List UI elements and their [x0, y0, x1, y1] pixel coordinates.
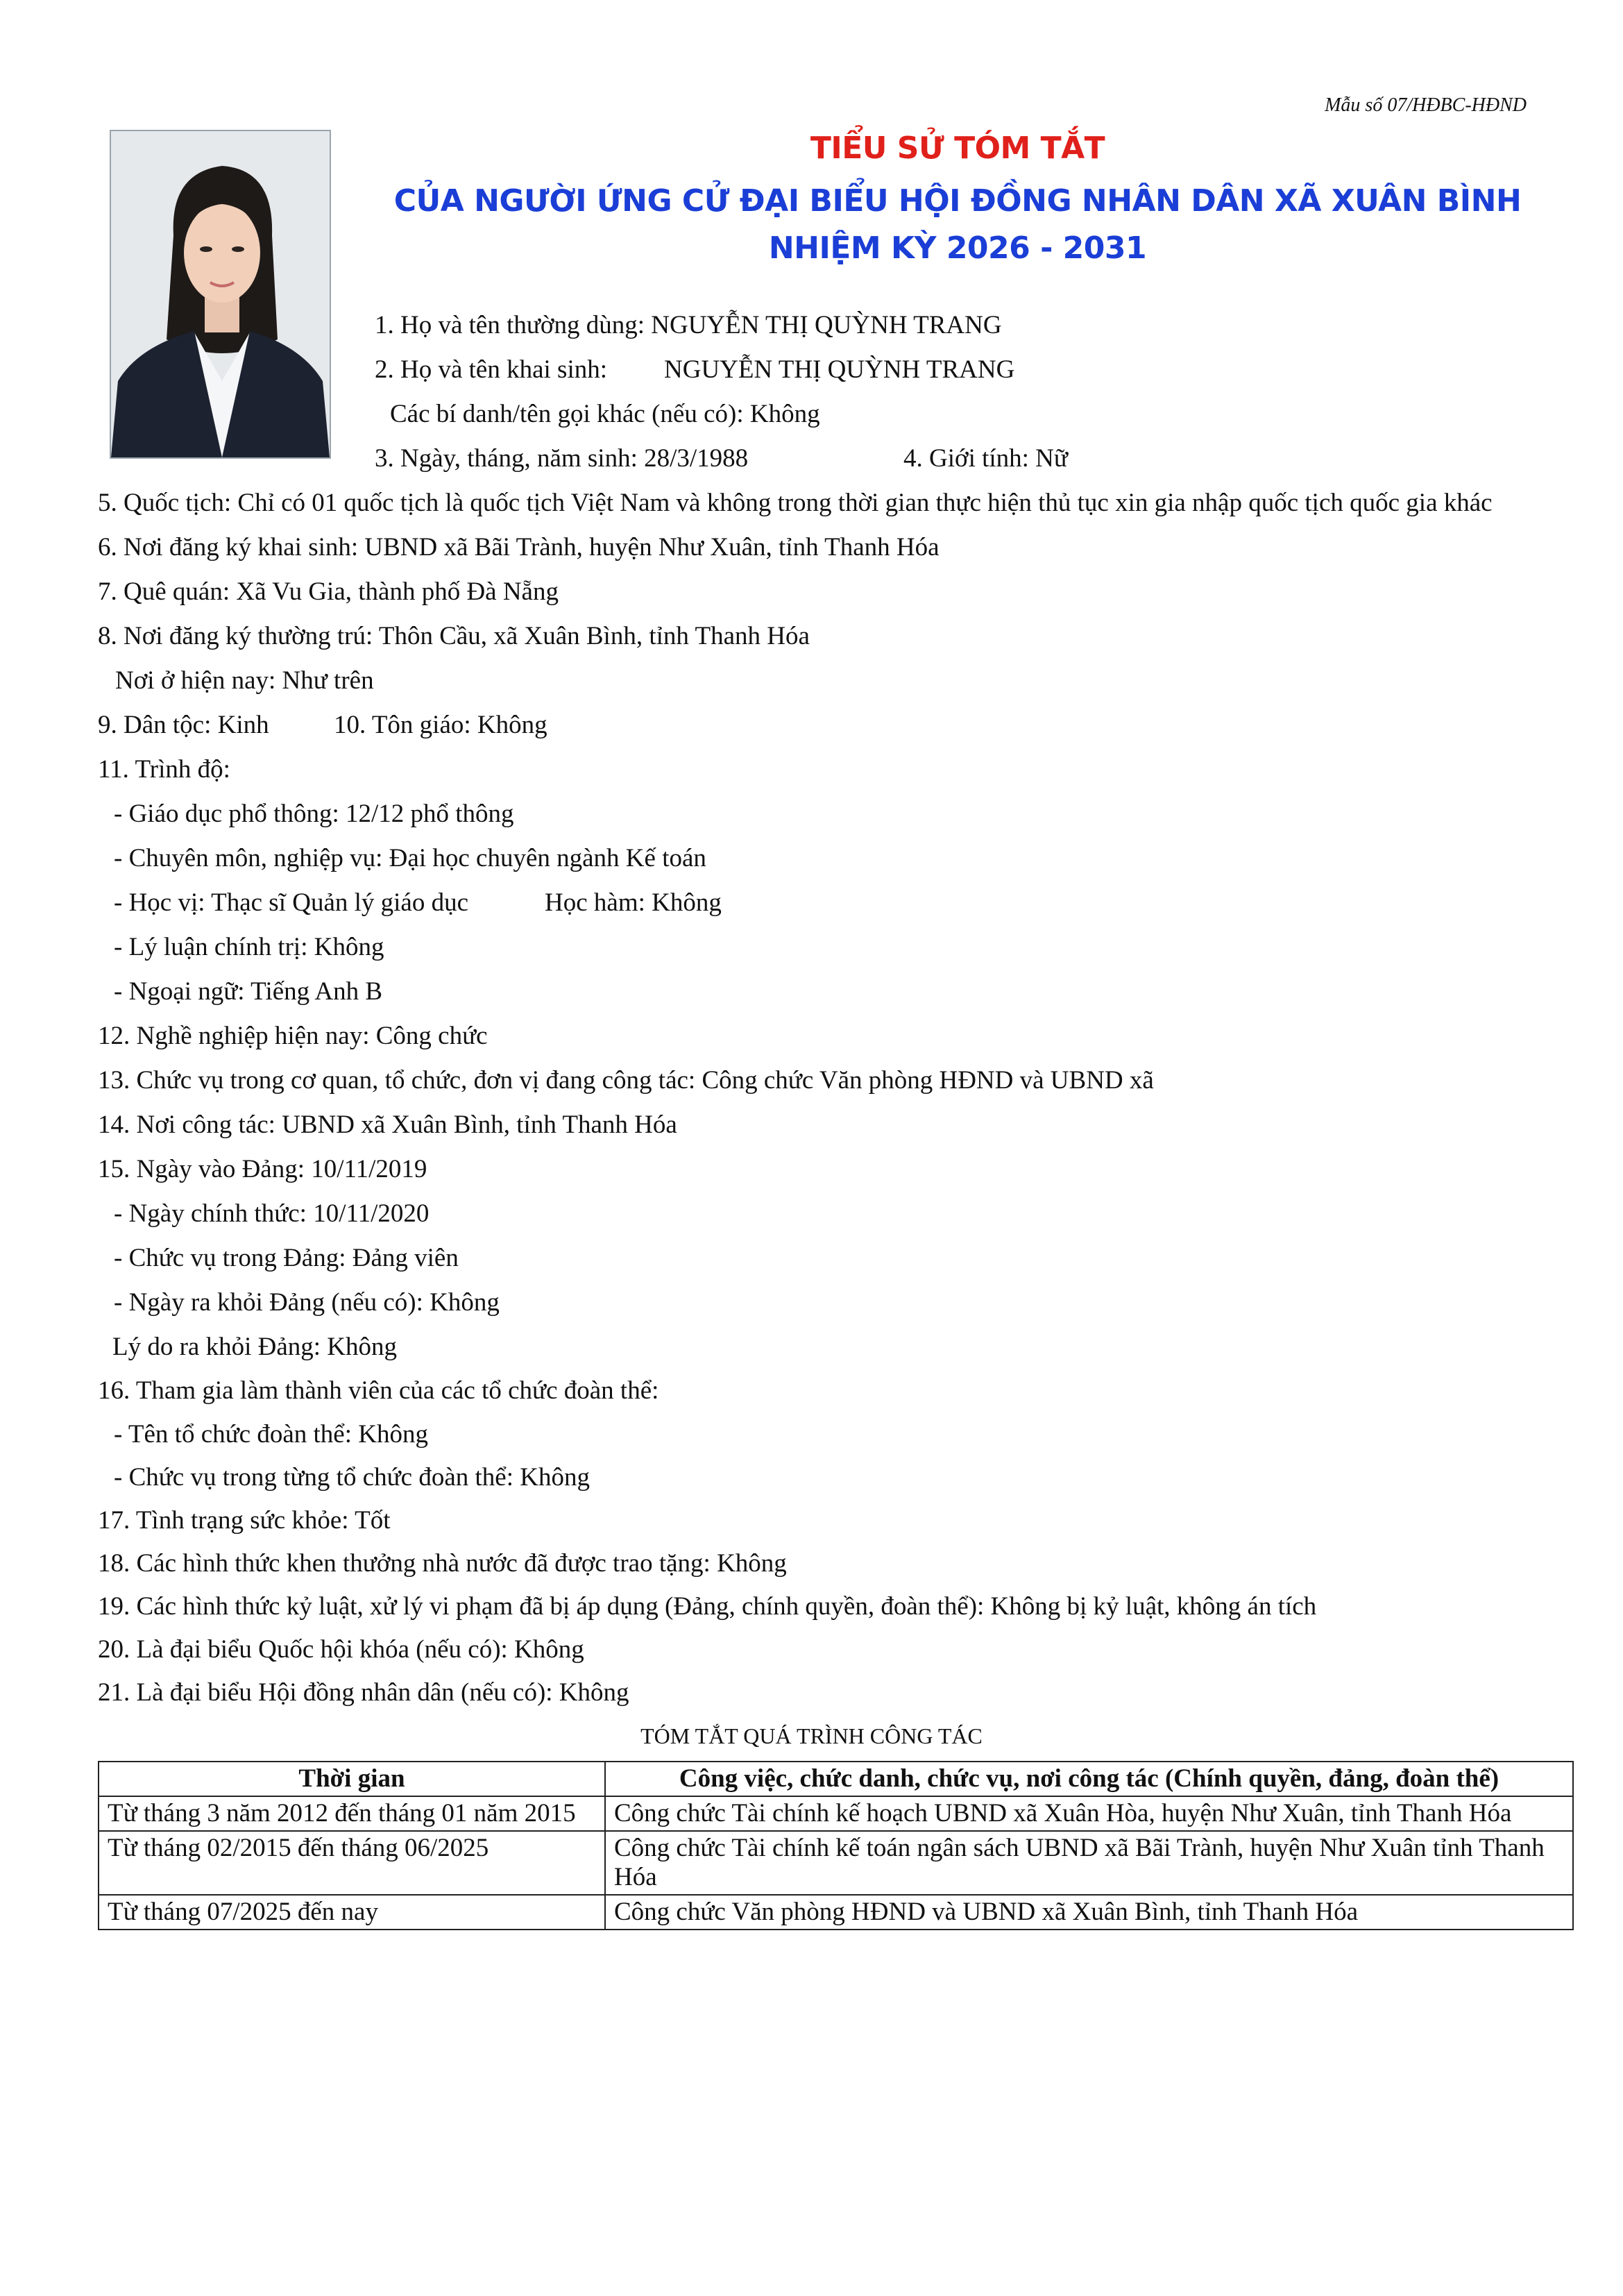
field-organizations: 16. Tham gia làm thành viên của các tổ chức đoàn thể:	[98, 1376, 659, 1405]
field-religion: 10. Tôn giáo: Không	[334, 711, 547, 739]
table-header-row	[99, 1762, 1573, 1796]
table-cell-job: Công chức Tài chính kế hoạch UBND xã Xuân Hòa, huyện Như Xuân, tỉnh Thanh Hóa	[605, 1796, 1573, 1831]
field-discipline: 19. Các hình thức kỷ luật, xử lý vi phạm đã bị áp dụng (Đảng, chính quyền, đoàn thể): Không bị kỷ luật, không án tích	[98, 1592, 1317, 1621]
field-occupation: 12. Nghề nghiệp hiện nay: Công chức	[98, 1022, 488, 1050]
column-header-time: Thời gian	[99, 1762, 605, 1796]
field-hometown: 7. Quê quán: Xã Vu Gia, thành phố Đà Nẵng	[98, 577, 559, 606]
title-line-3: NHIỆM KỲ 2026 - 2031	[768, 230, 1147, 266]
field-party-leave-reason: Lý do ra khỏi Đảng: Không	[112, 1333, 398, 1361]
field-party-position: - Chức vụ trong Đảng: Đảng viên	[114, 1244, 459, 1272]
field-political-theory: - Lý luận chính trị: Không	[114, 933, 384, 961]
table-cell-job: Công chức Văn phòng HĐND và UBND xã Xuân Bình, tỉnh Thanh Hóa	[605, 1895, 1573, 1930]
title-line-2: CỦA NGƯỜI ỨNG CỬ ĐẠI BIỂU HỘI ĐỒNG NHÂN DÂN XÃ XUÂN BÌNH	[393, 183, 1522, 219]
field-gender: 4. Giới tính: Nữ	[903, 444, 1068, 473]
table-row	[99, 1895, 1573, 1930]
field-birth-registration: 6. Nơi đăng ký khai sinh: UBND xã Bãi Trành, huyện Như Xuân, tỉnh Thanh Hóa	[98, 533, 940, 562]
field-current-residence: Nơi ở hiện nay: Như trên	[115, 666, 374, 695]
field-birth-name-label: 2. Họ và tên khai sinh:	[375, 355, 608, 384]
title-line-1: TIỂU SỬ TÓM TẮT	[810, 130, 1105, 166]
field-foreign-language: - Ngoại ngữ: Tiếng Anh B	[114, 977, 383, 1006]
table-cell-job: Công chức Tài chính kế toán ngân sách UBND xã Bãi Trành, huyện Như Xuân tỉnh Thanh Hóa	[605, 1831, 1573, 1895]
field-education-heading: 11. Trình độ:	[98, 755, 230, 784]
field-party-join-date: 15. Ngày vào Đảng: 10/11/2019	[98, 1155, 427, 1183]
field-permanent-residence: 8. Nơi đăng ký thường trú: Thôn Cầu, xã Xuân Bình, tỉnh Thanh Hóa	[98, 622, 810, 650]
table-cell-time: Từ tháng 3 năm 2012 đến tháng 01 năm 2015	[99, 1796, 605, 1831]
column-header-job: Công việc, chức danh, chức vụ, nơi công tác (Chính quyền, đảng, đoàn thể)	[605, 1762, 1573, 1796]
work-history-title: TÓM TẮT QUÁ TRÌNH CÔNG TÁC	[640, 1723, 983, 1748]
field-common-name: 1. Họ và tên thường dùng: NGUYỄN THỊ QUỲNH TRANG	[375, 311, 1002, 339]
portrait-photo	[110, 130, 331, 459]
field-specialization: - Chuyên môn, nghiệp vụ: Đại học chuyên ngành Kế toán	[114, 844, 706, 872]
field-workplace: 14. Nơi công tác: UBND xã Xuân Bình, tỉnh Thanh Hóa	[98, 1111, 677, 1139]
field-academic-title: Học hàm: Không	[545, 888, 722, 917]
work-history-table	[98, 1761, 1574, 1930]
field-awards: 18. Các hình thức khen thưởng nhà nước đã được trao tặng: Không	[98, 1549, 787, 1578]
field-health: 17. Tình trạng sức khỏe: Tốt	[98, 1506, 391, 1535]
table-row	[99, 1831, 1573, 1895]
field-organization-position: - Chức vụ trong từng tổ chức đoàn thể: Không	[114, 1463, 590, 1492]
field-national-assembly: 20. Là đại biểu Quốc hội khóa (nếu có): Không	[98, 1635, 584, 1664]
field-degree: - Học vị: Thạc sĩ Quản lý giáo dục	[114, 888, 469, 917]
table-cell-time: Từ tháng 07/2025 đến nay	[99, 1895, 605, 1930]
table-row	[99, 1796, 1573, 1831]
table-cell-time: Từ tháng 02/2015 đến tháng 06/2025	[99, 1831, 605, 1895]
form-code: Mẫu số 07/HĐBC-HĐND	[1325, 94, 1527, 116]
field-position: 13. Chức vụ trong cơ quan, tổ chức, đơn vị đang công tác: Công chức Văn phòng HĐND và UBND xã	[98, 1066, 1154, 1095]
field-nationality: 5. Quốc tịch: Chỉ có 01 quốc tịch là quốc tịch Việt Nam và không trong thời gian thực hiện thủ tục xin gia nhập quốc tịch quốc gia khác	[98, 489, 1493, 517]
field-organization-name: - Tên tổ chức đoàn thể: Không	[114, 1420, 428, 1449]
field-aliases: Các bí danh/tên gọi khác (nếu có): Không	[390, 400, 820, 428]
field-party-official-date: - Ngày chính thức: 10/11/2020	[114, 1199, 430, 1228]
field-peoples-council: 21. Là đại biểu Hội đồng nhân dân (nếu có): Không	[98, 1678, 629, 1707]
field-ethnicity: 9. Dân tộc: Kinh	[98, 711, 269, 739]
field-date-of-birth: 3. Ngày, tháng, năm sinh: 28/3/1988	[375, 444, 749, 473]
field-birth-name-value: NGUYỄN THỊ QUỲNH TRANG	[664, 355, 1015, 384]
field-general-education: - Giáo dục phổ thông: 12/12 phổ thông	[114, 800, 514, 828]
field-party-leave-date: - Ngày ra khỏi Đảng (nếu có): Không	[114, 1288, 500, 1317]
